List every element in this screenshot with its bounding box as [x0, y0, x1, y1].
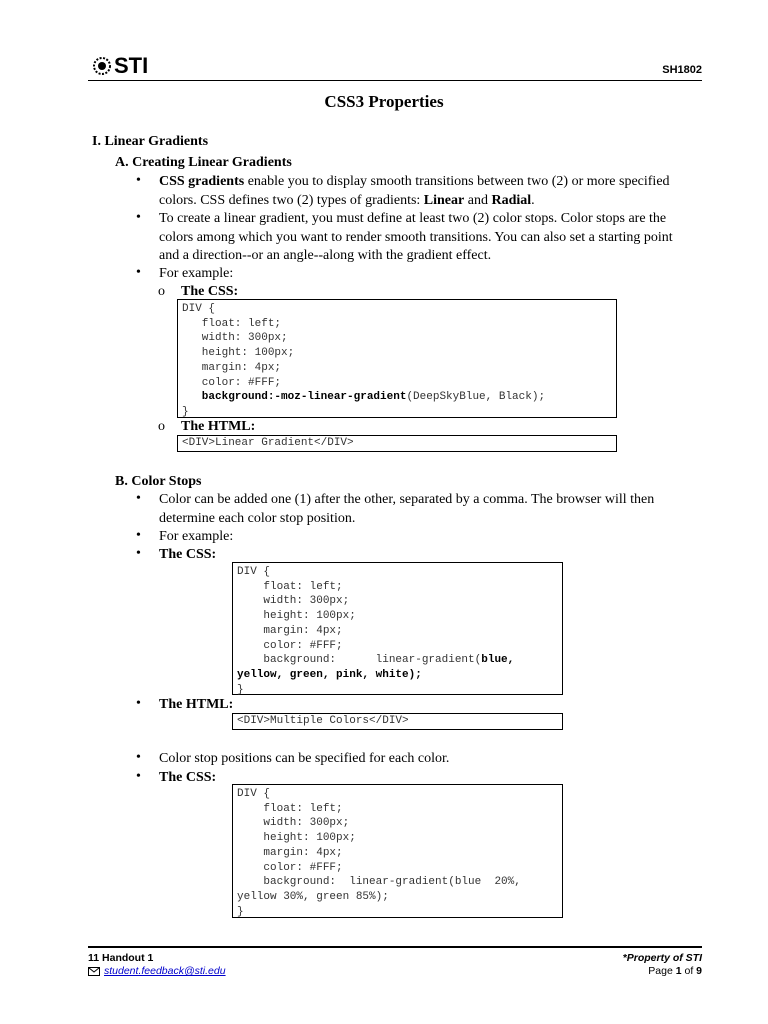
code-line: } [237, 683, 244, 696]
code-line: color: #FFF; [237, 861, 343, 874]
css-code-block-2 [232, 562, 563, 695]
code-line: margin: 4px; [182, 361, 282, 374]
code-line: yellow, green, pink, white); [237, 668, 422, 681]
code-line: width: 300px; [182, 332, 288, 345]
feedback-email-link[interactable]: student.feedback@sti.edu [104, 965, 226, 977]
code-line: } [182, 405, 189, 418]
code-line: background: linear-gradient(blue 20%, [237, 876, 521, 889]
code-line: margin: 4px; [237, 624, 343, 637]
code-line: } [237, 905, 244, 918]
text: of [681, 965, 697, 977]
code-line: width: 300px; [237, 595, 350, 608]
text: colors among which you want to render smooth transitions. You can also set a starting point [159, 229, 673, 245]
envelope-icon [88, 967, 100, 976]
text: . [531, 192, 535, 208]
logo-text: STI [114, 53, 149, 78]
code-line: width: 300px; [237, 817, 350, 830]
paragraph-stop-positions: Color stop positions can be specified for each color. [159, 751, 450, 766]
code-bold: background:-moz-linear-gradient [182, 391, 407, 404]
code-bold: blue, [481, 654, 515, 667]
doc-code: SH1802 [662, 64, 702, 76]
code-line: margin: 4px; [237, 846, 343, 859]
html-label: The HTML: [181, 419, 256, 434]
code-line: DIV { [237, 788, 271, 800]
code-line: DIV { [182, 303, 216, 315]
code-line: DIV { [237, 566, 271, 578]
code-text: (DeepSkyBlue, Black); [406, 391, 546, 404]
bullet-icon: • [136, 546, 141, 561]
sti-logo-icon [92, 56, 112, 76]
paragraph-color-stops [159, 210, 673, 266]
css-code-block-3 [232, 784, 563, 918]
code-line: float: left; [237, 802, 343, 815]
header-rule [88, 80, 702, 81]
bullet-icon: • [136, 750, 141, 765]
css-code-block-1 [177, 299, 617, 418]
text: colors. CSS defines two (2) types of gradients: [159, 192, 424, 208]
section-heading: I. Linear Gradients [92, 134, 209, 149]
subsection-a-heading: A. Creating Linear Gradients [115, 155, 292, 170]
css-label: The CSS: [181, 284, 239, 299]
bullet-icon: • [136, 491, 141, 506]
paragraph-gradients-intro [159, 173, 670, 210]
css-label: The CSS: [159, 770, 217, 785]
for-example-label: For example: [159, 529, 234, 544]
text: determine each color stop position. [159, 510, 356, 526]
circle-bullet-icon: o [158, 419, 165, 434]
text: To create a linear gradient, you must define at least two (2) color stops. Color stops are the [159, 211, 667, 226]
code-line: float: left; [182, 317, 282, 330]
code-line: color: #FFF; [237, 639, 343, 652]
html-label: The HTML: [159, 697, 234, 712]
css-label: The CSS: [159, 547, 217, 562]
text: Page [648, 965, 676, 977]
bullet-icon: • [136, 528, 141, 543]
code-line: height: 100px; [237, 610, 356, 623]
code-line: height: 100px; [237, 832, 356, 845]
property-label: *Property of STI [622, 952, 702, 964]
code-line [237, 653, 562, 668]
bullet-icon: • [136, 265, 141, 280]
term-radial: Radial [491, 192, 532, 208]
subsection-b-heading: B. Color Stops [115, 474, 202, 489]
page-number: 1 [675, 965, 682, 977]
handout-label: 11 Handout 1 [88, 952, 154, 964]
text: and a direction--or an angle--along with the gradient effect. [159, 248, 492, 263]
bullet-icon: • [136, 696, 141, 711]
code-line: height: 100px; [182, 347, 295, 360]
text: Color can be added one (1) after the other, separated by a comma. The browser will then [159, 492, 655, 507]
code-line: color: #FFF; [182, 376, 282, 389]
code-line [182, 390, 616, 405]
code-line: float: left; [237, 580, 343, 593]
page-title: CSS3 Properties [324, 92, 444, 111]
html-code-block-1 [177, 435, 617, 452]
bullet-icon: • [136, 210, 141, 225]
text: and [464, 192, 492, 208]
html-code-block-2 [232, 713, 563, 730]
for-example-label: For example: [159, 266, 234, 281]
bullet-icon: • [136, 173, 141, 188]
page-indicator [648, 965, 702, 977]
footer-rule [88, 946, 702, 948]
term-linear: Linear [423, 192, 465, 208]
term-css-gradients: CSS gradients [159, 174, 245, 189]
feedback-contact [88, 965, 226, 977]
code-line: <DIV>Multiple Colors</DIV> [237, 715, 409, 727]
circle-bullet-icon: o [158, 284, 165, 299]
bullet-icon: • [136, 769, 141, 784]
page-total: 9 [696, 965, 702, 977]
code-text: background: linear-gradient( [237, 654, 482, 667]
text: enable you to display smooth transitions between two (2) or more specified [244, 174, 670, 189]
sti-logo [92, 53, 148, 79]
code-line: <DIV>Linear Gradient</DIV> [182, 437, 354, 449]
code-line: yellow 30%, green 85%); [237, 890, 389, 903]
paragraph-color-added [159, 491, 654, 528]
